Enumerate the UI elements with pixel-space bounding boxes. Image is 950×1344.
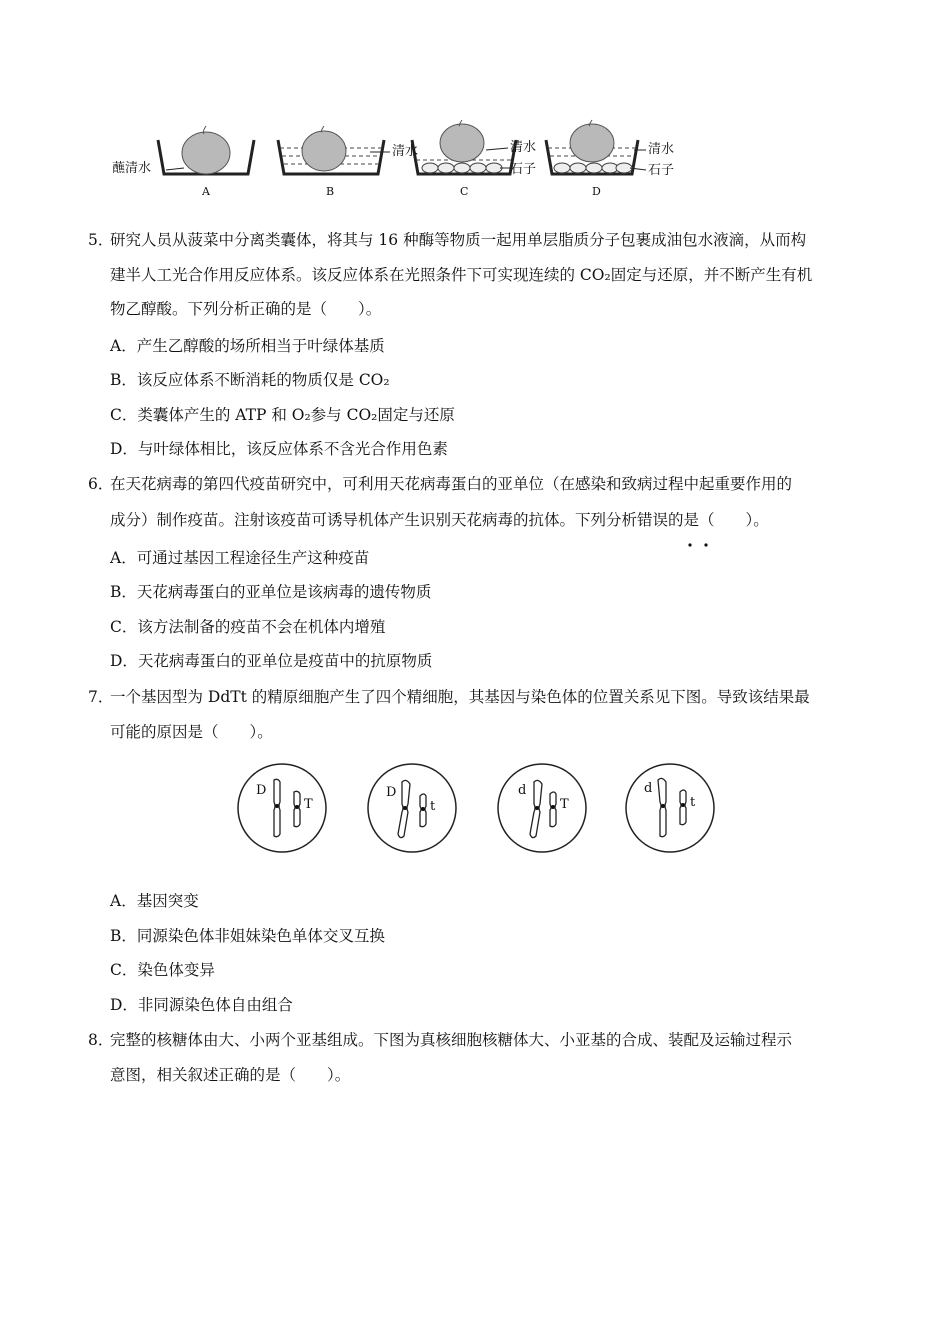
onion-b xyxy=(302,126,346,171)
q8-number: 8． xyxy=(88,1031,114,1049)
cell-3-right-gene: T xyxy=(560,797,569,812)
label-water-d: 清水 xyxy=(648,142,675,157)
q6-option-c: C．该方法制备的疫苗不会在机体内增殖 xyxy=(110,618,386,636)
q5-line-1: 研究人员从菠菜中分离类囊体，将其与 16 种酶等物质一起用单层脂质分子包裹成油包水液滴，从而构 xyxy=(110,231,807,249)
label-water-c: 清水 xyxy=(510,140,537,155)
q7-number: 7． xyxy=(88,688,114,706)
cell-2 xyxy=(366,762,458,854)
cell-4-right-gene: t xyxy=(690,795,696,810)
label-dip-water: 蘸清水 xyxy=(112,161,152,176)
q5-option-a: A．产生乙醇酸的场所相当于叶绿体基质 xyxy=(110,337,385,355)
cell-2-right-gene: t xyxy=(430,799,436,814)
q5-number: 5． xyxy=(88,231,114,249)
cell-3 xyxy=(496,762,588,854)
cell-1-left-gene: D xyxy=(256,783,267,798)
onion-figure xyxy=(110,118,680,208)
q6-option-b: B．天花病毒蛋白的亚单位是该病毒的遗传物质 xyxy=(110,583,432,601)
cell-3-left-gene: d xyxy=(518,783,527,798)
chromosome-figure xyxy=(232,760,722,860)
onion-d xyxy=(570,120,614,162)
cell-1-right-gene: T xyxy=(304,797,313,812)
q7-line-1: 一个基因型为 DdTt 的精原细胞产生了四个精细胞，其基因与染色体的位置关系见下图。导致该结果最 xyxy=(110,688,810,706)
cell-1-drawing xyxy=(236,762,328,854)
q5-option-b: B．该反应体系不断消耗的物质仅是 CO₂ xyxy=(110,371,390,389)
label-stones-c: 石子 xyxy=(510,162,537,177)
q5-line-2: 建半人工光合作用反应体系。该反应体系在光照条件下可实现连续的 CO₂固定与还原，并不断产生有机 xyxy=(110,266,813,284)
caption-c: C xyxy=(460,185,469,198)
cell-4-drawing xyxy=(624,762,716,854)
q6-line-2: 成分）制作疫苗。注射该疫苗可诱导机体产生识别天花病毒的抗体。下列分析错误的是（ ）。 xyxy=(110,511,769,529)
onion-c xyxy=(440,120,484,162)
cell-4-left-gene: d xyxy=(644,781,653,796)
q7-line-2: 可能的原因是（ ）。 xyxy=(110,723,273,741)
cell-2-left-gene: D xyxy=(386,785,397,800)
q7-option-b: B．同源染色体非姐妹染色单体交叉互换 xyxy=(110,927,385,945)
emphasis-dots xyxy=(686,532,716,536)
q8-line-2: 意图，相关叙述正确的是（ ）。 xyxy=(110,1066,351,1084)
q7-option-c: C．染色体变异 xyxy=(110,961,215,979)
caption-d: D xyxy=(592,185,601,198)
q6-line-1: 在天花病毒的第四代疫苗研究中，可利用天花病毒蛋白的亚单位（在感染和致病过程中起重要作用的 xyxy=(110,475,793,493)
q8-line-1: 完整的核糖体由大、小两个亚基组成。下图为真核细胞核糖体大、小亚基的合成、装配及运输过程示 xyxy=(110,1031,793,1049)
caption-b: B xyxy=(326,185,335,198)
q5-line-3: 物乙醇酸。下列分析正确的是（ ）。 xyxy=(110,300,382,318)
label-water-b: 清水 xyxy=(392,144,419,159)
q6-option-d: D．天花病毒蛋白的亚单位是疫苗中的抗原物质 xyxy=(110,652,433,670)
label-stones-d: 石子 xyxy=(648,163,675,178)
q5-option-c: C．类囊体产生的 ATP 和 O₂参与 CO₂固定与还原 xyxy=(110,406,455,424)
q7-option-d: D．非同源染色体自由组合 xyxy=(110,996,293,1014)
q7-option-a: A．基因突变 xyxy=(110,892,199,910)
cell-1 xyxy=(236,762,328,854)
caption-a: A xyxy=(202,185,210,198)
q5-option-d: D．与叶绿体相比，该反应体系不含光合作用色素 xyxy=(110,440,448,458)
q6-number: 6． xyxy=(88,475,114,493)
cell-3-drawing xyxy=(496,762,588,854)
cell-2-drawing xyxy=(366,762,458,854)
cell-4 xyxy=(624,762,716,854)
onion-a xyxy=(182,126,230,174)
q6-option-a: A．可通过基因工程途径生产这种疫苗 xyxy=(110,549,370,567)
